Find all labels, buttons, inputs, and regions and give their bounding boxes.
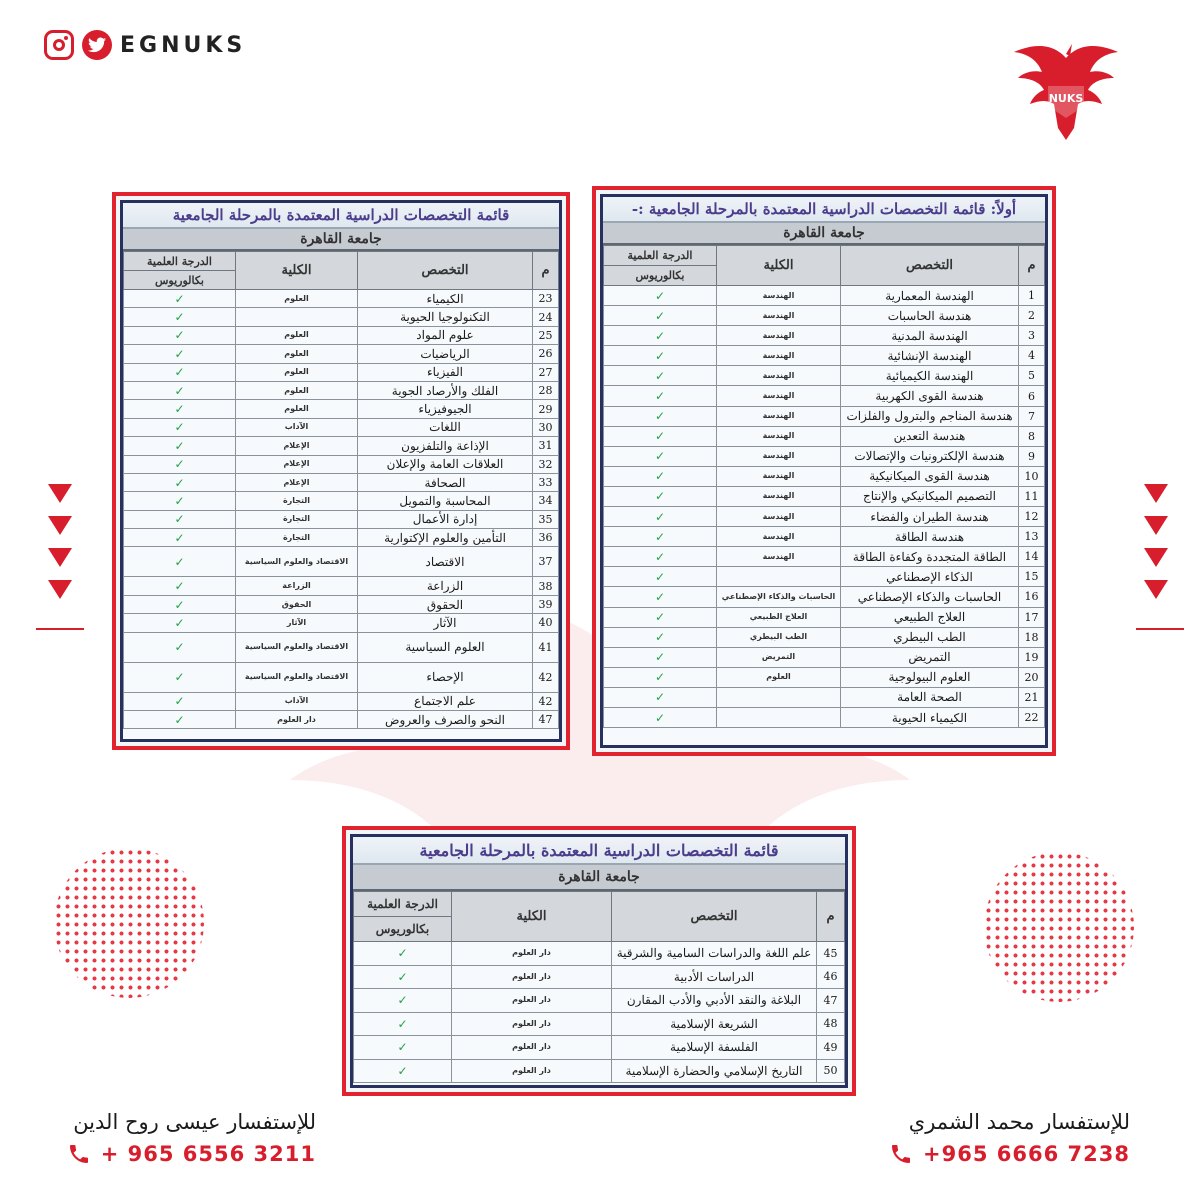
contact-name: للإستفسار محمد الشمري bbox=[908, 1110, 1130, 1134]
row-degree-check: ✓ bbox=[124, 455, 236, 473]
university-name: جامعة القاهرة bbox=[123, 229, 559, 251]
table-row bbox=[604, 587, 1045, 607]
table-row bbox=[604, 627, 1045, 647]
row-specialization: هندسة الطيران والفضاء bbox=[841, 507, 1019, 527]
row-specialization: الفيزياء bbox=[358, 363, 533, 381]
row-specialization: علوم المواد bbox=[358, 326, 533, 344]
row-number: 7 bbox=[1019, 406, 1045, 426]
row-specialization: هندسة الحاسبات bbox=[841, 306, 1019, 326]
row-number: 17 bbox=[1019, 607, 1045, 627]
table-row bbox=[124, 418, 559, 436]
row-faculty: العلوم bbox=[236, 345, 358, 363]
row-specialization: هندسة المناجم والبترول والفلزات bbox=[841, 406, 1019, 426]
row-faculty: الهندسة bbox=[717, 306, 841, 326]
row-faculty: الهندسة bbox=[717, 406, 841, 426]
row-number: 21 bbox=[1019, 687, 1045, 707]
table-title: قائمة التخصصات الدراسية المعتمدة بالمرحلة الجامعية bbox=[353, 837, 845, 865]
table-row bbox=[124, 290, 559, 308]
row-number: 47 bbox=[817, 989, 845, 1013]
row-degree-check: ✓ bbox=[124, 437, 236, 455]
row-specialization: العلوم البيولوجية bbox=[841, 667, 1019, 687]
row-number: 46 bbox=[817, 965, 845, 989]
row-faculty: الهندسة bbox=[717, 346, 841, 366]
row-degree-check: ✓ bbox=[354, 1012, 452, 1036]
row-specialization: الاقتصاد bbox=[358, 547, 533, 577]
row-degree-check: ✓ bbox=[124, 492, 236, 510]
row-number: 5 bbox=[1019, 366, 1045, 386]
specializations-table bbox=[123, 251, 559, 729]
table-row bbox=[354, 989, 845, 1013]
table-row bbox=[124, 400, 559, 418]
row-faculty: دار العلوم bbox=[452, 965, 612, 989]
row-faculty: الطب البيطري bbox=[717, 627, 841, 647]
row-specialization: التمريض bbox=[841, 647, 1019, 667]
row-specialization: العلوم السياسية bbox=[358, 632, 533, 662]
row-specialization: العلاقات العامة والإعلان bbox=[358, 455, 533, 473]
row-faculty: الهندسة bbox=[717, 326, 841, 346]
row-degree-check: ✓ bbox=[604, 507, 717, 527]
row-specialization: الطاقة المتجددة وكفاءة الطاقة bbox=[841, 547, 1019, 567]
col-degree: الدرجة العلمية bbox=[604, 246, 717, 266]
row-number: 29 bbox=[533, 400, 559, 418]
right-divider bbox=[1136, 628, 1184, 630]
row-degree-check: ✓ bbox=[124, 381, 236, 399]
table-row bbox=[604, 527, 1045, 547]
table-row bbox=[124, 692, 559, 710]
table-row bbox=[604, 647, 1045, 667]
row-faculty: العلوم bbox=[236, 326, 358, 344]
table-row bbox=[604, 567, 1045, 587]
row-number: 40 bbox=[533, 614, 559, 632]
row-faculty: الاقتصاد والعلوم السياسية bbox=[236, 662, 358, 692]
row-number: 42 bbox=[533, 662, 559, 692]
table-row bbox=[124, 381, 559, 399]
row-number: 34 bbox=[533, 492, 559, 510]
row-degree-check: ✓ bbox=[124, 632, 236, 662]
row-specialization: المحاسبة والتمويل bbox=[358, 492, 533, 510]
row-faculty bbox=[717, 567, 841, 587]
table-row bbox=[354, 1012, 845, 1036]
col-spec: التخصص bbox=[612, 892, 817, 942]
row-specialization: اللغات bbox=[358, 418, 533, 436]
row-faculty: الهندسة bbox=[717, 386, 841, 406]
table-row bbox=[604, 707, 1045, 727]
row-faculty bbox=[717, 707, 841, 727]
row-degree-check: ✓ bbox=[354, 942, 452, 966]
row-faculty: التجارة bbox=[236, 492, 358, 510]
row-faculty: دار العلوم bbox=[236, 711, 358, 729]
row-number: 24 bbox=[533, 308, 559, 326]
row-degree-check: ✓ bbox=[124, 577, 236, 595]
row-faculty: الآداب bbox=[236, 692, 358, 710]
row-degree-check: ✓ bbox=[604, 687, 717, 707]
col-degree-sub: بكالوريوس bbox=[604, 266, 717, 286]
row-specialization: الزراعة bbox=[358, 577, 533, 595]
table-row bbox=[604, 426, 1045, 446]
row-degree-check: ✓ bbox=[604, 667, 717, 687]
university-name: جامعة القاهرة bbox=[353, 865, 845, 891]
row-number: 37 bbox=[533, 547, 559, 577]
left-triangles bbox=[48, 484, 72, 599]
col-spec: التخصص bbox=[841, 246, 1019, 286]
row-number: 2 bbox=[1019, 306, 1045, 326]
row-degree-check: ✓ bbox=[124, 529, 236, 547]
row-specialization: علم اللغة والدراسات السامية والشرقية bbox=[612, 942, 817, 966]
row-number: 15 bbox=[1019, 567, 1045, 587]
row-degree-check: ✓ bbox=[604, 306, 717, 326]
row-number: 19 bbox=[1019, 647, 1045, 667]
row-specialization: الحاسبات والذكاء الإصطناعي bbox=[841, 587, 1019, 607]
row-specialization: إدارة الأعمال bbox=[358, 510, 533, 528]
table-row bbox=[124, 455, 559, 473]
row-specialization: الجيوفيزياء bbox=[358, 400, 533, 418]
row-faculty: الهندسة bbox=[717, 286, 841, 306]
row-faculty: الاقتصاد والعلوم السياسية bbox=[236, 547, 358, 577]
row-degree-check: ✓ bbox=[604, 547, 717, 567]
row-degree-check: ✓ bbox=[604, 567, 717, 587]
table-row bbox=[124, 529, 559, 547]
table-row bbox=[604, 466, 1045, 486]
row-specialization: الإحصاء bbox=[358, 662, 533, 692]
row-number: 47 bbox=[533, 711, 559, 729]
row-degree-check: ✓ bbox=[604, 486, 717, 506]
row-number: 25 bbox=[533, 326, 559, 344]
col-num: م bbox=[533, 252, 559, 290]
brand-name: EGNUKS bbox=[120, 32, 247, 58]
table-row bbox=[604, 406, 1045, 426]
row-faculty: العلوم bbox=[236, 400, 358, 418]
row-number: 50 bbox=[817, 1059, 845, 1083]
table-row bbox=[604, 326, 1045, 346]
row-specialization: الهندسة الكيميائية bbox=[841, 366, 1019, 386]
row-specialization: الفلسفة الإسلامية bbox=[612, 1036, 817, 1060]
row-faculty: الزراعة bbox=[236, 577, 358, 595]
table-row bbox=[124, 614, 559, 632]
row-degree-check: ✓ bbox=[124, 345, 236, 363]
row-faculty: التجارة bbox=[236, 529, 358, 547]
row-number: 13 bbox=[1019, 527, 1045, 547]
row-number: 28 bbox=[533, 381, 559, 399]
row-specialization: التصميم الميكانيكي والإنتاج bbox=[841, 486, 1019, 506]
row-faculty: الآثار bbox=[236, 614, 358, 632]
row-number: 12 bbox=[1019, 507, 1045, 527]
row-faculty: التمريض bbox=[717, 647, 841, 667]
row-number: 6 bbox=[1019, 386, 1045, 406]
row-faculty: الهندسة bbox=[717, 366, 841, 386]
row-number: 3 bbox=[1019, 326, 1045, 346]
table-row bbox=[354, 942, 845, 966]
row-faculty: الهندسة bbox=[717, 426, 841, 446]
contact-phone[interactable]: + 965 6556 3211 bbox=[100, 1142, 316, 1166]
row-specialization: الهندسة الإنشائية bbox=[841, 346, 1019, 366]
table-row bbox=[124, 492, 559, 510]
col-degree-sub: بكالوريوس bbox=[124, 271, 236, 290]
row-faculty: الآداب bbox=[236, 418, 358, 436]
table-row bbox=[124, 547, 559, 577]
row-degree-check: ✓ bbox=[604, 647, 717, 667]
row-specialization: هندسة التعدين bbox=[841, 426, 1019, 446]
row-degree-check: ✓ bbox=[354, 1059, 452, 1083]
row-number: 9 bbox=[1019, 446, 1045, 466]
contact-left bbox=[26, 1110, 316, 1166]
row-faculty: الهندسة bbox=[717, 486, 841, 506]
row-specialization: الحقوق bbox=[358, 595, 533, 613]
row-faculty: الإعلام bbox=[236, 437, 358, 455]
row-degree-check: ✓ bbox=[604, 326, 717, 346]
table-row bbox=[124, 595, 559, 613]
contact-name: للإستفسار عيسى روح الدين bbox=[73, 1110, 316, 1134]
row-specialization: الآثار bbox=[358, 614, 533, 632]
row-number: 11 bbox=[1019, 486, 1045, 506]
row-specialization: البلاغة والنقد الأدبي والأدب المقارن bbox=[612, 989, 817, 1013]
row-faculty: دار العلوم bbox=[452, 1036, 612, 1060]
row-degree-check: ✓ bbox=[604, 446, 717, 466]
row-number: 38 bbox=[533, 577, 559, 595]
row-degree-check: ✓ bbox=[124, 363, 236, 381]
row-degree-check: ✓ bbox=[124, 308, 236, 326]
row-number: 42 bbox=[533, 692, 559, 710]
row-degree-check: ✓ bbox=[354, 1036, 452, 1060]
row-specialization: الطب البيطري bbox=[841, 627, 1019, 647]
row-faculty: الإعلام bbox=[236, 455, 358, 473]
row-number: 18 bbox=[1019, 627, 1045, 647]
row-specialization: هندسة القوى الكهربية bbox=[841, 386, 1019, 406]
row-specialization: العلاج الطبيعي bbox=[841, 607, 1019, 627]
row-degree-check: ✓ bbox=[604, 286, 717, 306]
row-number: 1 bbox=[1019, 286, 1045, 306]
row-faculty: العلوم bbox=[236, 290, 358, 308]
row-degree-check: ✓ bbox=[124, 662, 236, 692]
table-row bbox=[604, 286, 1045, 306]
row-number: 20 bbox=[1019, 667, 1045, 687]
row-number: 49 bbox=[817, 1036, 845, 1060]
row-specialization: الهندسة المعمارية bbox=[841, 286, 1019, 306]
nuks-logo bbox=[1010, 36, 1122, 146]
table-row bbox=[124, 662, 559, 692]
table-row bbox=[124, 510, 559, 528]
table-row bbox=[604, 507, 1045, 527]
row-degree-check: ✓ bbox=[604, 346, 717, 366]
left-divider bbox=[36, 628, 84, 630]
phone-icon bbox=[67, 1142, 91, 1166]
university-name: جامعة القاهرة bbox=[603, 223, 1045, 245]
social-bar bbox=[44, 30, 246, 60]
contact-right bbox=[850, 1110, 1130, 1166]
row-degree-check: ✓ bbox=[604, 627, 717, 647]
table-panel-left bbox=[112, 192, 570, 750]
row-specialization: الصحة العامة bbox=[841, 687, 1019, 707]
row-degree-check: ✓ bbox=[124, 595, 236, 613]
row-degree-check: ✓ bbox=[604, 426, 717, 446]
table-row bbox=[604, 386, 1045, 406]
table-row bbox=[354, 1036, 845, 1060]
contact-phone[interactable]: +965 6666 7238 bbox=[923, 1142, 1130, 1166]
row-degree-check: ✓ bbox=[604, 386, 717, 406]
row-specialization: الكيمياء bbox=[358, 290, 533, 308]
table-row bbox=[604, 346, 1045, 366]
table-row bbox=[604, 687, 1045, 707]
row-faculty: العلوم bbox=[236, 381, 358, 399]
row-number: 35 bbox=[533, 510, 559, 528]
table-row bbox=[354, 965, 845, 989]
table-row bbox=[124, 577, 559, 595]
row-faculty: الإعلام bbox=[236, 473, 358, 491]
row-faculty: العلاج الطبيعي bbox=[717, 607, 841, 627]
row-faculty: الاقتصاد والعلوم السياسية bbox=[236, 632, 358, 662]
row-number: 16 bbox=[1019, 587, 1045, 607]
row-specialization: علم الاجتماع bbox=[358, 692, 533, 710]
table-row bbox=[604, 486, 1045, 506]
row-specialization: الشريعة الإسلامية bbox=[612, 1012, 817, 1036]
table-row bbox=[124, 711, 559, 729]
row-specialization: التكنولوجيا الحيوية bbox=[358, 308, 533, 326]
table-row bbox=[604, 366, 1045, 386]
row-degree-check: ✓ bbox=[354, 989, 452, 1013]
row-specialization: الفلك والأرصاد الجوية bbox=[358, 381, 533, 399]
col-degree-sub: بكالوريوس bbox=[354, 917, 452, 942]
col-num: م bbox=[817, 892, 845, 942]
row-specialization: الذكاء الإصطناعي bbox=[841, 567, 1019, 587]
row-faculty: دار العلوم bbox=[452, 942, 612, 966]
row-degree-check: ✓ bbox=[124, 418, 236, 436]
row-degree-check: ✓ bbox=[124, 692, 236, 710]
row-faculty: الحقوق bbox=[236, 595, 358, 613]
table-panel-right bbox=[592, 186, 1056, 756]
svg-text:NUKS: NUKS bbox=[1048, 92, 1084, 105]
row-specialization: الهندسة المدنية bbox=[841, 326, 1019, 346]
row-number: 36 bbox=[533, 529, 559, 547]
col-degree: الدرجة العلمية bbox=[124, 252, 236, 271]
row-degree-check: ✓ bbox=[124, 400, 236, 418]
row-degree-check: ✓ bbox=[124, 290, 236, 308]
row-number: 14 bbox=[1019, 547, 1045, 567]
table-row bbox=[124, 473, 559, 491]
table-row bbox=[124, 437, 559, 455]
row-faculty: الهندسة bbox=[717, 507, 841, 527]
row-specialization: الكيمياء الحيوية bbox=[841, 707, 1019, 727]
row-number: 30 bbox=[533, 418, 559, 436]
row-faculty: الهندسة bbox=[717, 527, 841, 547]
row-number: 26 bbox=[533, 345, 559, 363]
twitter-icon[interactable] bbox=[82, 30, 112, 60]
table-row bbox=[604, 547, 1045, 567]
row-specialization: الدراسات الأدبية bbox=[612, 965, 817, 989]
table-row bbox=[124, 308, 559, 326]
row-number: 33 bbox=[533, 473, 559, 491]
table-title: قائمة التخصصات الدراسية المعتمدة بالمرحلة الجامعية bbox=[123, 203, 559, 229]
row-number: 31 bbox=[533, 437, 559, 455]
row-number: 32 bbox=[533, 455, 559, 473]
row-specialization: التأمين والعلوم الإكتوارية bbox=[358, 529, 533, 547]
table-row bbox=[124, 363, 559, 381]
col-num: م bbox=[1019, 246, 1045, 286]
row-faculty: الهندسة bbox=[717, 466, 841, 486]
row-specialization: التاريخ الإسلامي والحضارة الإسلامية bbox=[612, 1059, 817, 1083]
row-specialization: النحو والصرف والعروض bbox=[358, 711, 533, 729]
row-number: 39 bbox=[533, 595, 559, 613]
table-row bbox=[604, 306, 1045, 326]
row-degree-check: ✓ bbox=[124, 510, 236, 528]
row-number: 23 bbox=[533, 290, 559, 308]
row-degree-check: ✓ bbox=[124, 547, 236, 577]
row-faculty: العلوم bbox=[236, 363, 358, 381]
row-number: 45 bbox=[817, 942, 845, 966]
table-row bbox=[124, 632, 559, 662]
instagram-icon[interactable] bbox=[44, 30, 74, 60]
row-number: 27 bbox=[533, 363, 559, 381]
row-faculty: الهندسة bbox=[717, 547, 841, 567]
dots-pattern-right bbox=[984, 852, 1134, 1002]
row-specialization: هندسة القوى الميكانيكية bbox=[841, 466, 1019, 486]
table-row bbox=[604, 607, 1045, 627]
table-title: أولاً: قائمة التخصصات الدراسية المعتمدة بالمرحلة الجامعية :- bbox=[603, 197, 1045, 223]
col-degree: الدرجة العلمية bbox=[354, 892, 452, 917]
phone-icon bbox=[889, 1142, 913, 1166]
row-specialization: الصحافة bbox=[358, 473, 533, 491]
row-number: 4 bbox=[1019, 346, 1045, 366]
row-faculty: الحاسبات والذكاء الإصطناعي bbox=[717, 587, 841, 607]
row-degree-check: ✓ bbox=[354, 965, 452, 989]
row-degree-check: ✓ bbox=[124, 473, 236, 491]
table-row bbox=[124, 326, 559, 344]
col-faculty: الكلية bbox=[452, 892, 612, 942]
row-degree-check: ✓ bbox=[604, 527, 717, 547]
row-degree-check: ✓ bbox=[604, 587, 717, 607]
row-specialization: الإذاعة والتلفزيون bbox=[358, 437, 533, 455]
specializations-table bbox=[353, 891, 845, 1083]
row-degree-check: ✓ bbox=[604, 607, 717, 627]
row-number: 22 bbox=[1019, 707, 1045, 727]
table-row bbox=[354, 1059, 845, 1083]
table-row bbox=[124, 345, 559, 363]
col-faculty: الكلية bbox=[236, 252, 358, 290]
table-panel-bottom bbox=[342, 826, 856, 1096]
row-faculty: التجارة bbox=[236, 510, 358, 528]
table-row bbox=[604, 667, 1045, 687]
row-number: 48 bbox=[817, 1012, 845, 1036]
row-specialization: هندسة الطاقة bbox=[841, 527, 1019, 547]
row-degree-check: ✓ bbox=[604, 466, 717, 486]
row-faculty bbox=[717, 687, 841, 707]
row-specialization: الرياضيات bbox=[358, 345, 533, 363]
right-triangles bbox=[1144, 484, 1168, 599]
row-degree-check: ✓ bbox=[604, 707, 717, 727]
row-degree-check: ✓ bbox=[124, 711, 236, 729]
row-faculty: دار العلوم bbox=[452, 989, 612, 1013]
specializations-table bbox=[603, 245, 1045, 728]
col-spec: التخصص bbox=[358, 252, 533, 290]
row-number: 41 bbox=[533, 632, 559, 662]
col-faculty: الكلية bbox=[717, 246, 841, 286]
row-degree-check: ✓ bbox=[604, 366, 717, 386]
row-degree-check: ✓ bbox=[124, 614, 236, 632]
row-faculty: دار العلوم bbox=[452, 1012, 612, 1036]
row-faculty: العلوم bbox=[717, 667, 841, 687]
row-number: 10 bbox=[1019, 466, 1045, 486]
table-row bbox=[604, 446, 1045, 466]
row-faculty: دار العلوم bbox=[452, 1059, 612, 1083]
row-number: 8 bbox=[1019, 426, 1045, 446]
row-specialization: هندسة الإلكترونيات والإتصالات bbox=[841, 446, 1019, 466]
dots-pattern-left bbox=[54, 848, 204, 998]
row-degree-check: ✓ bbox=[604, 406, 717, 426]
row-faculty: الهندسة bbox=[717, 446, 841, 466]
row-degree-check: ✓ bbox=[124, 326, 236, 344]
row-faculty bbox=[236, 308, 358, 326]
